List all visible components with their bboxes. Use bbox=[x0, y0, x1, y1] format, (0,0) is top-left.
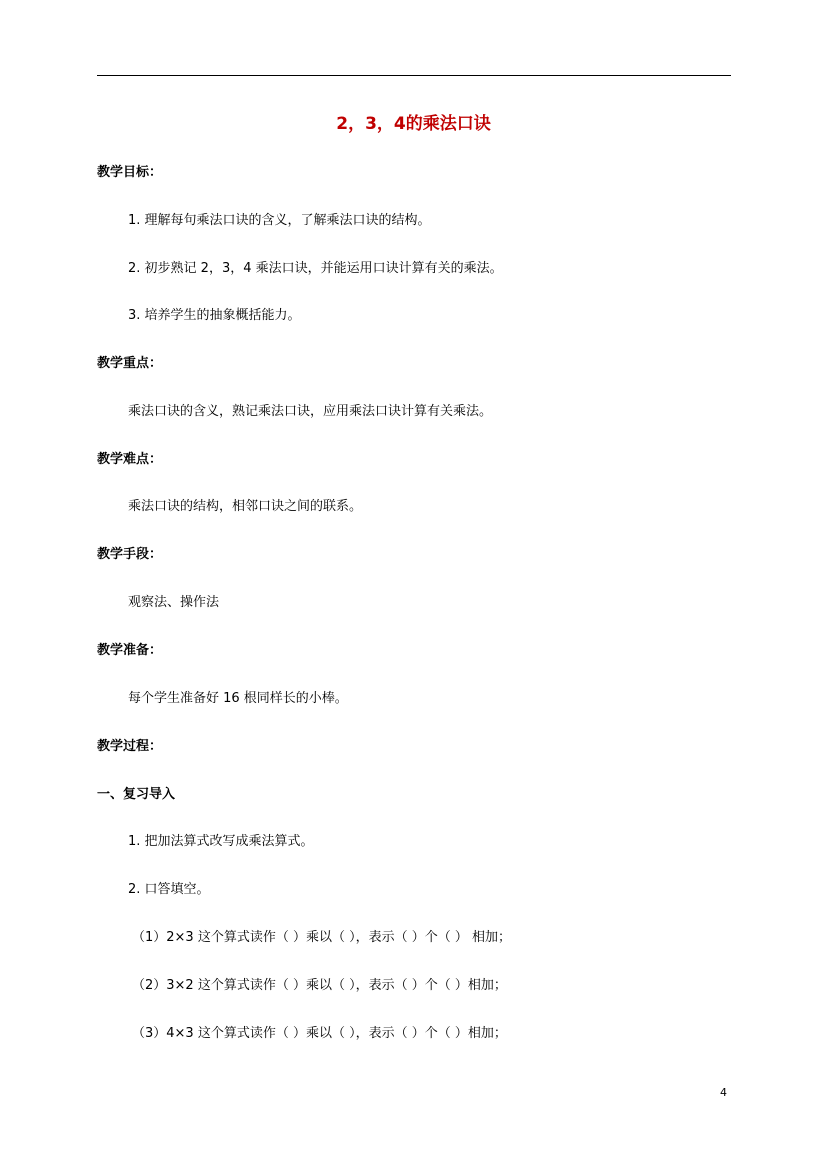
preparation-heading: 教学准备： bbox=[97, 643, 163, 658]
page-number: 4 bbox=[720, 1086, 727, 1099]
objective-item-1: 1. 理解每句乘法口诀的含义，了解乘法口诀的结构。 bbox=[128, 213, 431, 228]
review-item-1: 1. 把加法算式改写成乘法算式。 bbox=[128, 834, 314, 849]
objective-item-2: 2. 初步熟记 2，3，4 乘法口诀，并能运用口诀计算有关的乘法。 bbox=[128, 261, 503, 276]
objectives-heading: 教学目标： bbox=[97, 165, 163, 180]
page-title: 2，3，4的乘法口诀 bbox=[336, 114, 491, 134]
key-points-text: 乘法口诀的含义，熟记乘法口诀，应用乘法口诀计算有关乘法。 bbox=[128, 404, 493, 419]
process-heading: 教学过程： bbox=[97, 739, 163, 754]
review-question-3: （3）4×3 这个算式读作（ ）乘以（ ），表示（ ）个（ ）相加； bbox=[132, 1026, 507, 1041]
review-heading: 一、复习导入 bbox=[97, 787, 176, 802]
means-text: 观察法、操作法 bbox=[128, 595, 220, 610]
key-points-heading: 教学重点： bbox=[97, 356, 163, 371]
header-rule bbox=[97, 75, 731, 76]
review-question-2: （2）3×2 这个算式读作（ ）乘以（ ），表示（ ）个（ ）相加； bbox=[132, 978, 507, 993]
objective-item-3: 3. 培养学生的抽象概括能力。 bbox=[128, 308, 301, 323]
means-heading: 教学手段： bbox=[97, 547, 163, 562]
review-item-2: 2. 口答填空。 bbox=[128, 882, 210, 897]
preparation-text: 每个学生准备好 16 根同样长的小棒。 bbox=[128, 691, 348, 706]
difficulties-heading: 教学难点： bbox=[97, 452, 163, 467]
difficulties-text: 乘法口诀的结构，相邻口诀之间的联系。 bbox=[128, 499, 363, 514]
review-question-1: （1）2×3 这个算式读作（ ）乘以（ ），表示（ ）个（ ） 相加； bbox=[132, 930, 511, 945]
